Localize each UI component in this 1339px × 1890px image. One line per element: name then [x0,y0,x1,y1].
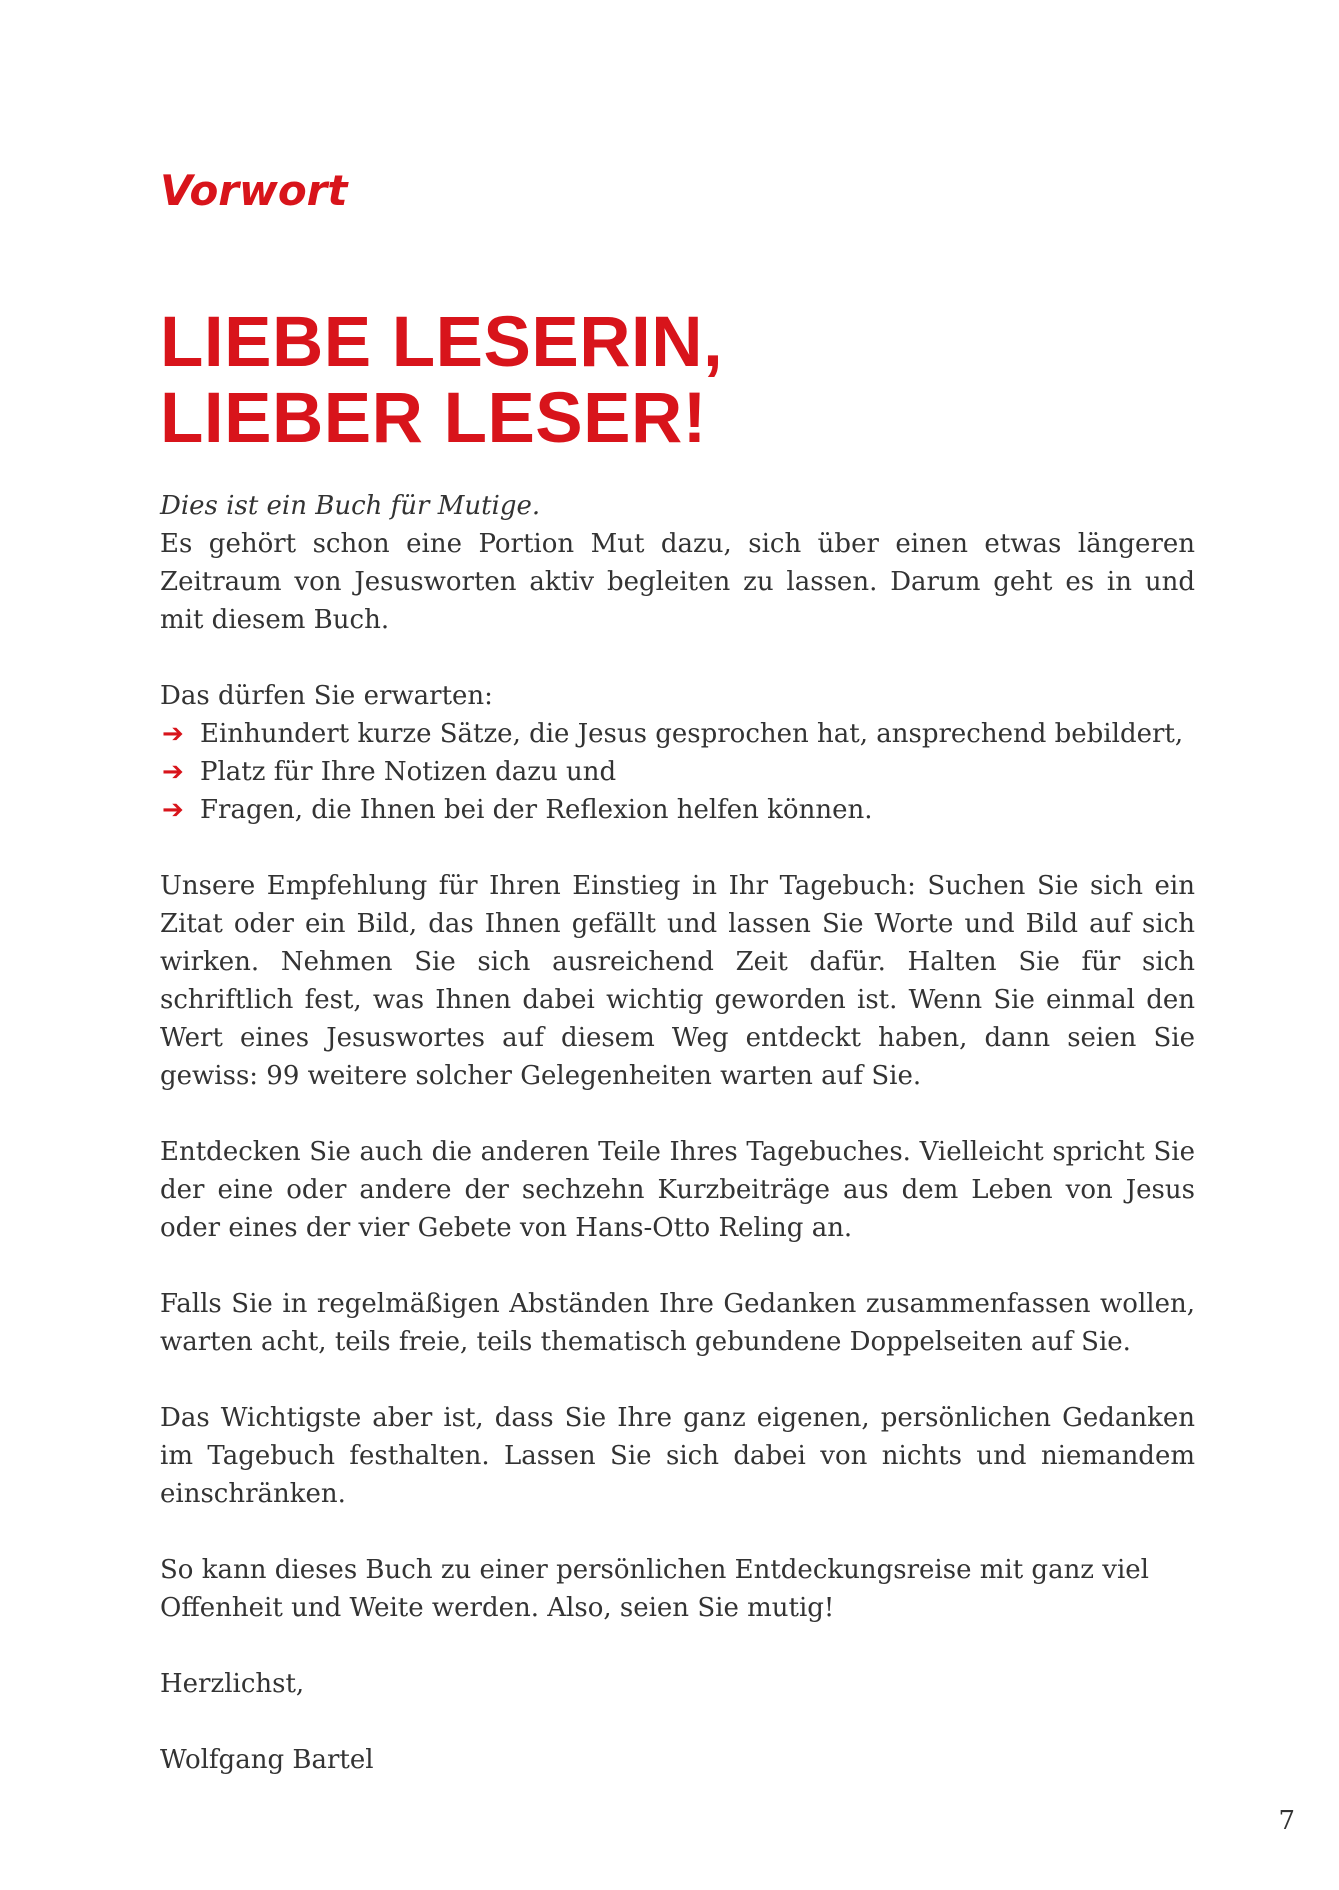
list-item [160,753,1195,791]
list-item [160,715,1195,753]
arrow-right-icon: ➔ [162,719,184,749]
paragraph-discover: Entdecken Sie auch die anderen Teile Ihres Tagebuches. Vielleicht spricht Sie der eine oder andere der sechzehn Kurzbeiträge aus dem Leben von Jesus oder eines der vier Gebete von Hans-Otto Reling an. [160,1137,1195,1243]
list-item-text: Einhundert kurze Sätze, die Jesus gesprochen hat, ansprechend bebildert, [200,719,1184,749]
page-number: 7 [1278,1806,1295,1836]
expectations-intro: Das dürfen Sie erwarten: [160,681,493,711]
list-item-text: Fragen, die Ihnen bei der Reflexion helfen können. [200,795,873,825]
page-headline [160,305,723,457]
closing-greeting: Herzlichst, [160,1669,305,1699]
intro-text: Es gehört schon eine Portion Mut dazu, sich über einen etwas längeren Zeitraum von Jesusworten aktiv begleiten zu lassen. Darum geht es in und mit diesem Buch. [160,529,1195,635]
signature: Wolfgang Bartel [160,1745,374,1775]
intro-lead: Dies ist ein Buch für Mutige. [160,491,541,521]
arrow-right-icon: ➔ [162,795,184,825]
headline-line-2: LIEBER LESER! [160,379,707,458]
body-text [160,487,1195,1817]
section-label: Vorwort [160,166,348,215]
paragraph-recommendation: Unsere Empfehlung für Ihren Einstieg in Ihr Tagebuch: Suchen Sie sich ein Zitat oder ein Bild, das Ihnen gefällt und lassen Sie Worte und Bild auf sich wirken. Nehmen Sie sich ausreichend Zeit dafür. Halten Sie für sich schriftlich fest, was Ihnen dabei wichtig geworden ist. Wenn Sie einmal den Wert eines Jesuswortes auf diesem Weg entdeckt haben, dann seien Sie gewiss: 99 weitere solcher Gelegenheiten warten auf Sie. [160,871,1195,1091]
paragraph-journey: So kann dieses Buch zu einer persönlichen Entdeckungsreise mit ganz viel Offenheit und Weite werden. Also, seien Sie mutig! [160,1555,1149,1623]
headline-line-1: LIEBE LESERIN, [160,303,724,382]
paragraph-summary: Falls Sie in regelmäßigen Abständen Ihre Gedanken zusammenfassen wollen, warten acht, teils freie, teils thematisch gebundene Doppelseiten auf Sie. [160,1289,1195,1357]
expectations-list [160,715,1195,829]
list-item-text: Platz für Ihre Notizen dazu und [200,757,617,787]
paragraph-important: Das Wichtigste aber ist, dass Sie Ihre ganz eigenen, persönlichen Gedanken im Tagebuch festhalten. Lassen Sie sich dabei von nichts und niemandem einschränken. [160,1403,1195,1509]
list-item [160,791,1195,829]
arrow-right-icon: ➔ [162,757,184,787]
intro-paragraph [160,487,1195,639]
